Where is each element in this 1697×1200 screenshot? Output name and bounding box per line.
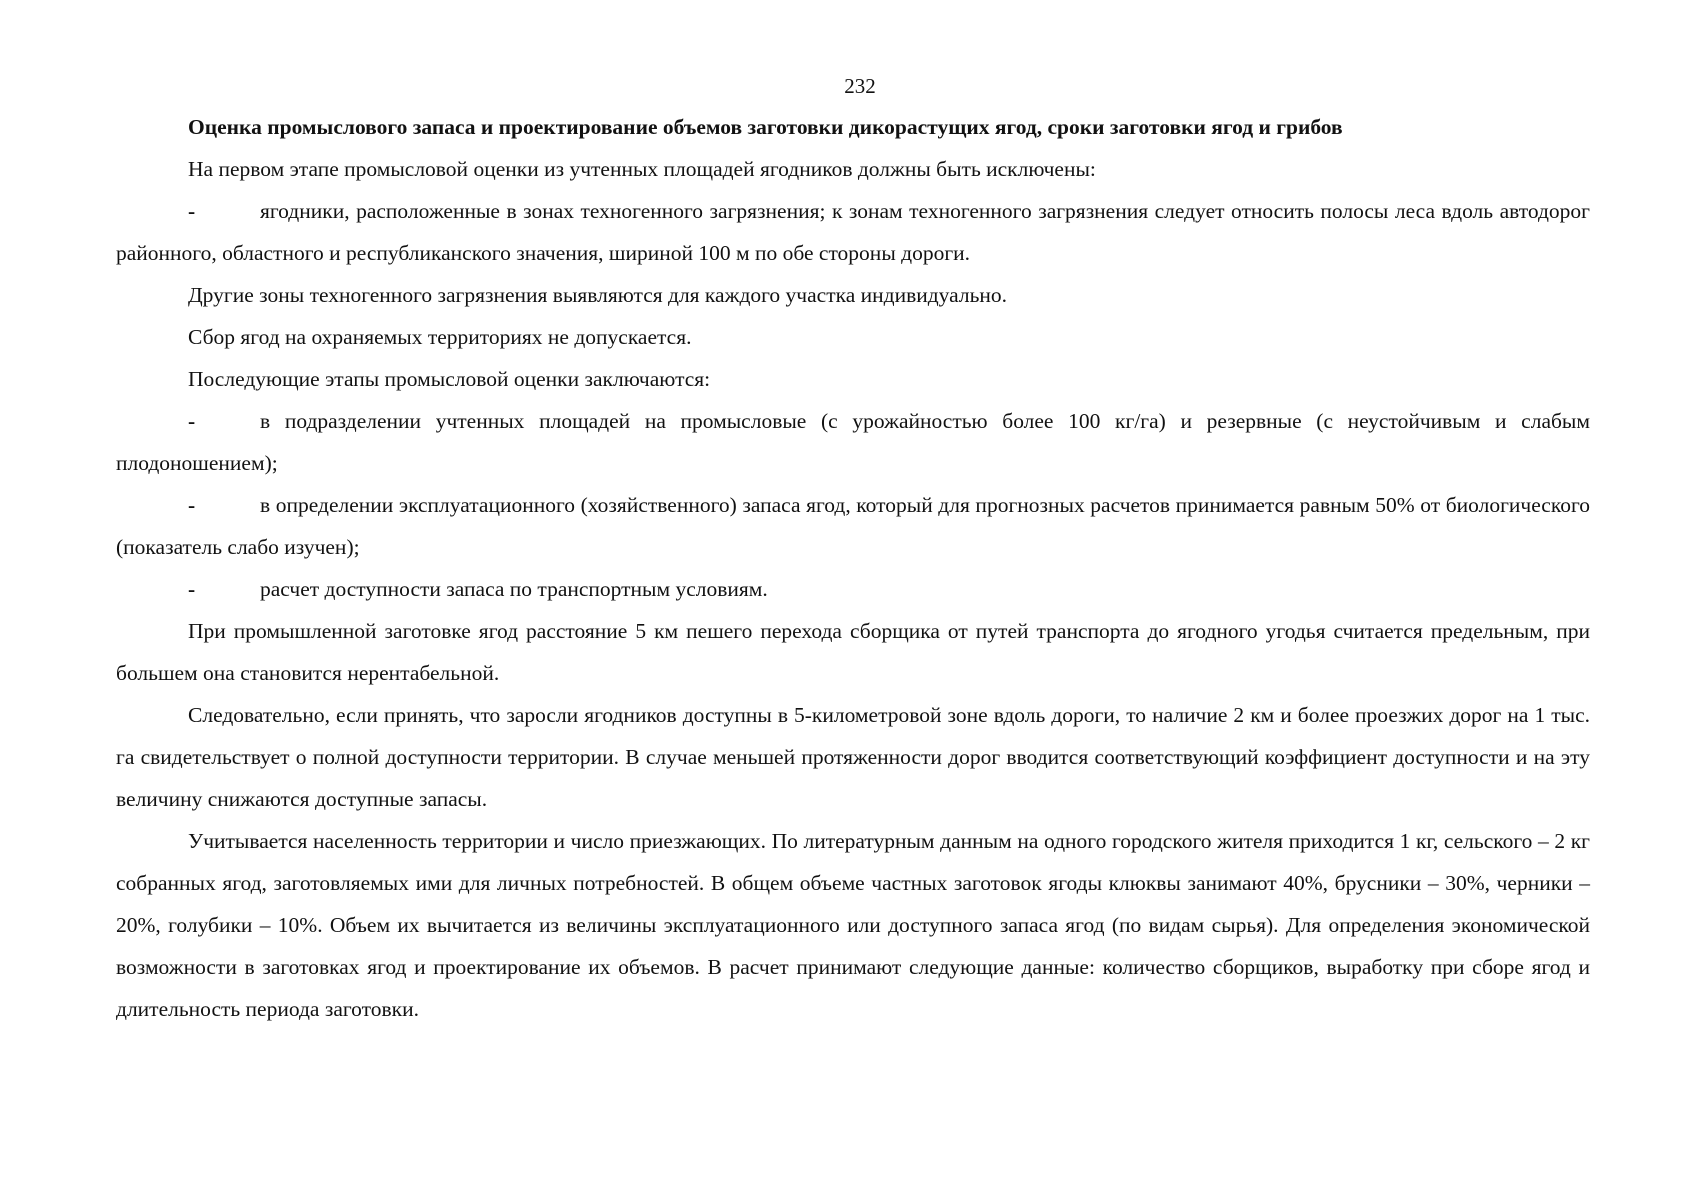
bullet-text: в подразделении учтенных площадей на промысловые (с урожайностью более 100 кг/га) и резервные (с неустойчивым и слабым плодоношением); (116, 409, 1590, 475)
paragraph-population: Учитывается населенность территории и число приезжающих. По литературным данным на одного городского жителя приходится 1 кг, сельского – 2 кг собранных ягод, заготовляемых ими для личных потребностей. В общем объеме частных заготовок ягоды клюквы занимают 40%, брусники – 30%, черники – 20%, голубики – 10%. Объем их вычитается из величины эксплуатационного или доступного запаса ягод (по видам сырья). Для определения экономической возможности в заготовках ягод и проектирование их объемов. В расчет принимают следующие данные: количество сборщиков, выработку при сборе ягод и длительность периода заготовки. (116, 829, 1590, 1021)
paragraph-next-stages: Последующие этапы промысловой оценки заключаются: (188, 367, 711, 391)
bullet-marker: - (188, 493, 196, 517)
paragraph-protected-areas: Сбор ягод на охраняемых территориях не допускается. (188, 325, 692, 349)
bullet-text: ягодники, расположенные в зонах техногенного загрязнения; к зонам техногенного загрязнения следует относить полосы леса вдоль автодорог районного, областного и республиканского значения, шириной 100 м по обе стороны дороги. (116, 199, 1590, 265)
paragraph-intro: На первом этапе промысловой оценки из учтенных площадей ягодников должны быть исключены: (188, 157, 1096, 181)
bullet-item-3 (116, 484, 1590, 568)
bullet-marker: - (188, 577, 196, 601)
bullet-marker: - (188, 199, 196, 223)
bullet-item-4 (116, 568, 1590, 610)
page-number: 232 (844, 74, 876, 98)
bullet-marker: - (188, 409, 196, 433)
paragraph-other-zones: Другие зоны техногенного загрязнения выявляются для каждого участка индивидуально. (188, 283, 1008, 307)
paragraph-accessibility: Следовательно, если принять, что заросли ягодников доступны в 5-километровой зоне вдоль дороги, то наличие 2 км и более проезжих дорог на 1 тыс. га свидетельствует о полной доступности территории. В случае меньшей протяженности дорог вводится соответствующий коэффициент доступности и на эту величину снижаются доступные запасы. (116, 703, 1590, 811)
paragraph-industrial-harvest: При промышленной заготовке ягод расстояние 5 км пешего перехода сборщика от путей транспорта до ягодного угодья считается предельным, при большем она становится нерентабельной. (116, 619, 1590, 685)
bullet-item-2 (116, 400, 1590, 484)
bullet-text: расчет доступности запаса по транспортным условиям. (260, 577, 768, 601)
section-heading: Оценка промыслового запаса и проектирование объемов заготовки дикорастущих ягод, сроки заготовки ягод и грибов (188, 115, 1343, 139)
bullet-item-1 (116, 190, 1590, 274)
document-page (116, 66, 1590, 1030)
bullet-text: в определении эксплуатационного (хозяйственного) запаса ягод, который для прогнозных расчетов принимается равным 50% от биологического (показатель слабо изучен); (116, 493, 1590, 559)
